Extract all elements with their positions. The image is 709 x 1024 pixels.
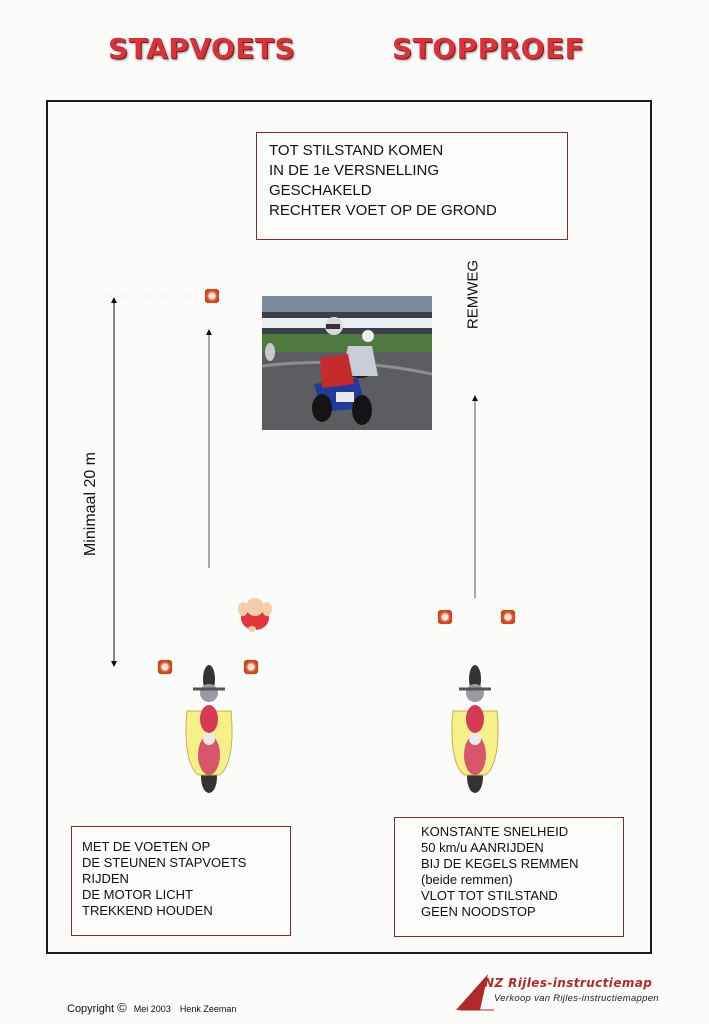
distance-label: Minimaal 20 m [82,451,99,557]
instruction-box-left: MET DE VOETEN OP DE STEUNEN STAPVOETS RIJDEN DE MOTOR LICHT TREKKEND HOUDEN [71,826,291,936]
logo-tagline: Verkoop van Rijles-instructiemappen [494,993,659,1004]
motorcycle-right [452,665,498,793]
cone [158,660,172,674]
remweg-label: REMWEG [464,259,482,330]
copyright-word: Copyright [67,1003,115,1015]
cone [438,610,452,624]
copyright-author: Henk Zeeman [179,1004,237,1014]
copyright-symbol: © [117,1000,127,1015]
cone [205,289,219,303]
title-stapvoets: STAPVOETS [108,32,296,65]
brand-logo [454,972,686,1012]
logo-title: NZ Rijles-instructiemap [484,976,653,990]
copyright-date: Mei 2003 [133,1004,171,1014]
cone [244,660,258,674]
instructor-figure [238,598,272,632]
copyright [67,1000,236,1015]
title-stopproef: STOPPROEF [392,32,585,65]
instruction-box-top: TOT STILSTAND KOMEN IN DE 1e VERSNELLING GESCHAKELD RECHTER VOET OP DE GROND [256,132,568,240]
motorcycle-left [186,665,232,793]
instruction-box-right: KONSTANTE SNELHEID 50 km/u AANRIJDEN BIJ DE KEGELS REMMEN (beide remmen) VLOT TOT STILSTAND GEEN NOODSTOP [394,817,624,937]
cone [501,610,515,624]
